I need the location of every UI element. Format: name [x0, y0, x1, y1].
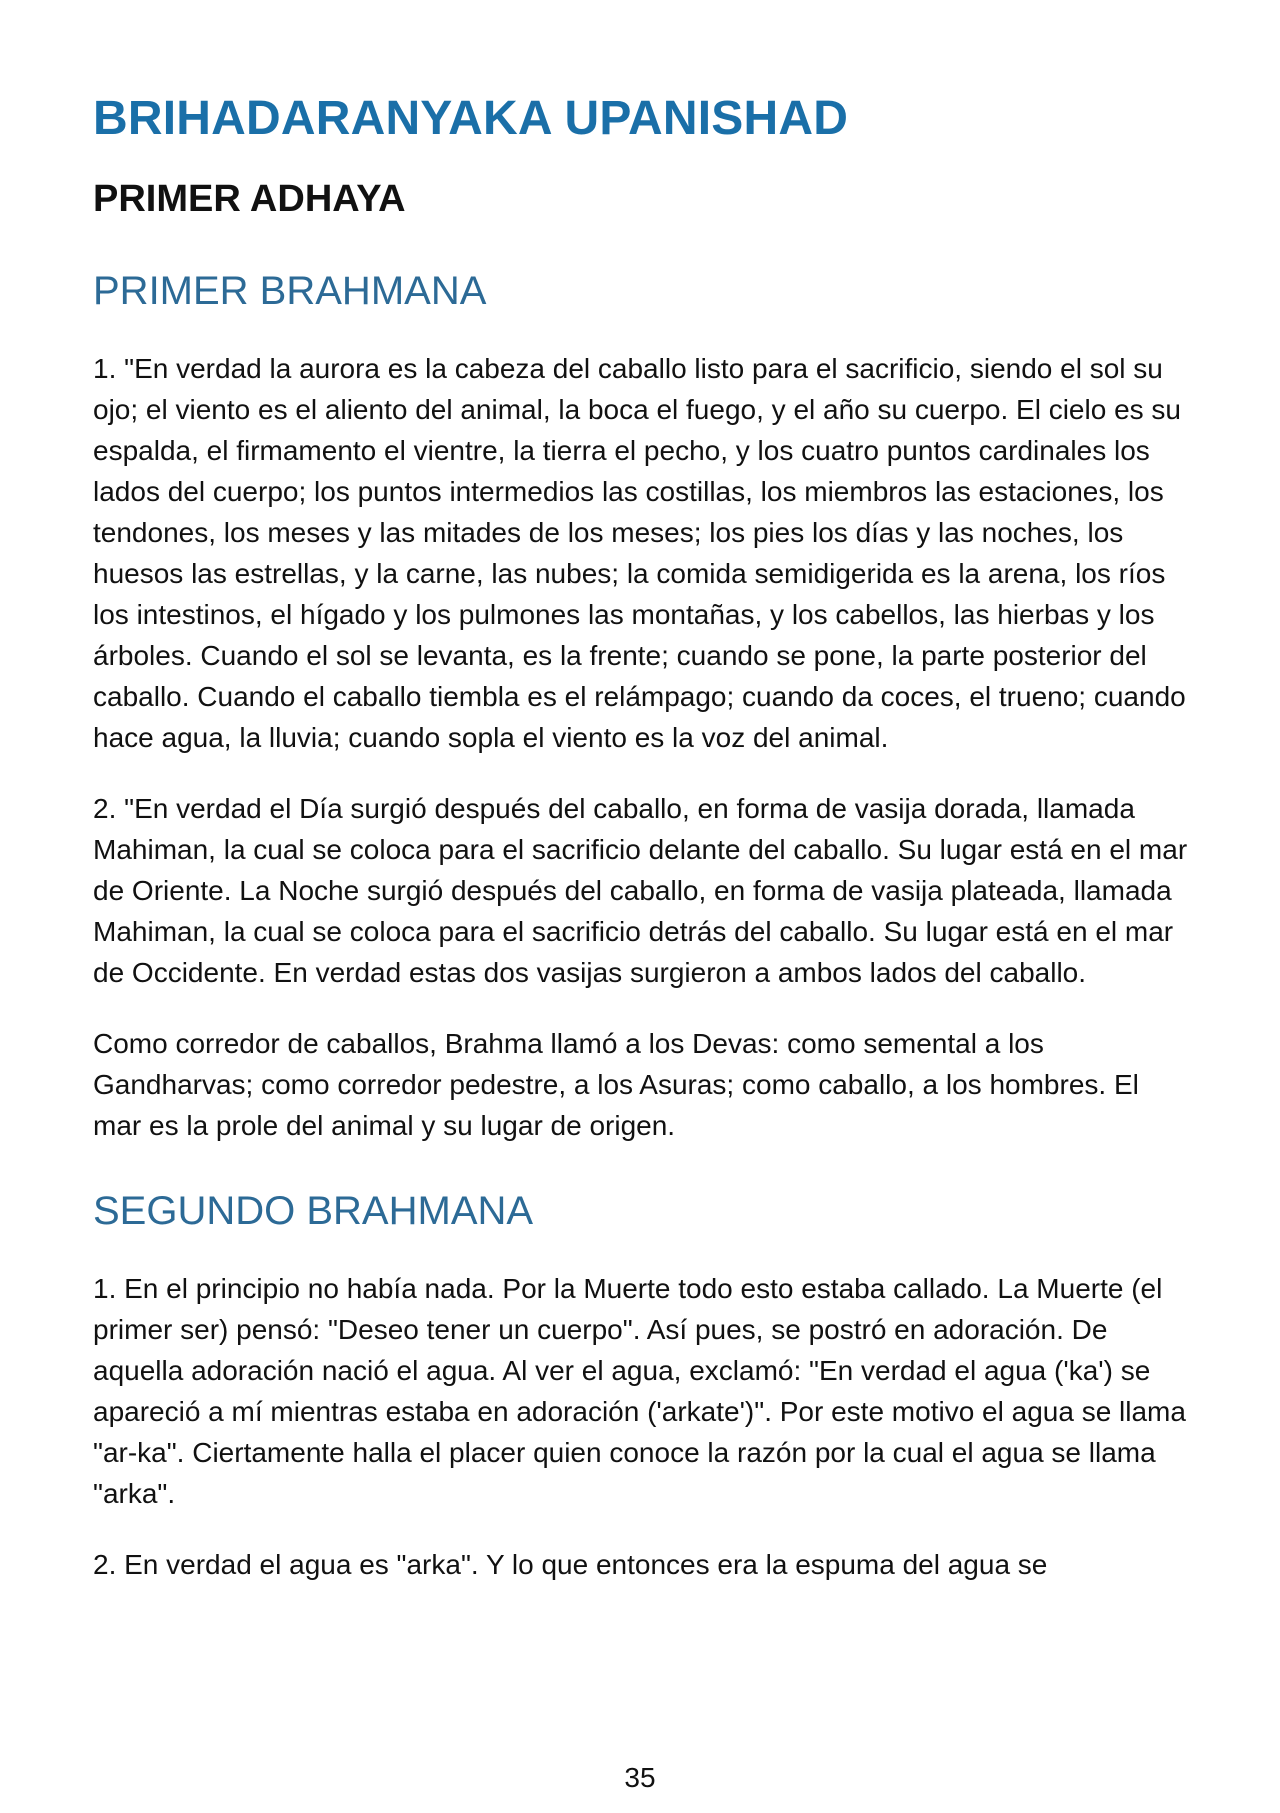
paragraph: 1. En el principio no había nada. Por la Muerte todo esto estaba callado. La Muerte (el primer ser) pensó: "Deseo tener un cuerpo". Así pues, se postró en adoración. De aquella adoración nació el agua. Al ver el agua, exclamó: "En verdad el agua ('ka') se apareció a mí mientras estaba en adoración ('arkate')". Por este motivo el agua se llama "ar-ka". Ciertamente halla el placer quien conoce la razón por la cual el agua se llama "arka". [93, 1273, 1186, 1509]
paragraph: 1. "En verdad la aurora es la cabeza del caballo listo para el sacrificio, siendo el sol su ojo; el viento es el aliento del animal, la boca el fuego, y el año su cuerpo. El cielo es su espalda, el firmamento el vientre, la tierra el pecho, y los cuatro puntos cardinales los lados del cuerpo; los puntos intermedios las costillas, los miembros las estaciones, los tendones, los meses y las mitades de los meses; los pies los días y las noches, los huesos las estrellas, y la carne, las nubes; la comida semidigerida es la arena, los ríos los intestinos, el hígado y los pulmones las montañas, y los cabellos, las hierbas y los árboles. Cuando el sol se levanta, es la frente; cuando se pone, la parte posterior del caballo. Cuando el caballo tiembla es el relámpago; cuando da coces, el trueno; cuando hace agua, la lluvia; cuando sopla el viento es la voz del animal. [93, 353, 1186, 753]
document-page [93, 86, 1193, 1585]
section-title-segundo-brahmana: SEGUNDO BRAHMANA [93, 1189, 534, 1233]
section-title-primer-brahmana: PRIMER BRAHMANA [93, 269, 487, 313]
paragraph: 2. "En verdad el Día surgió después del caballo, en forma de vasija dorada, llamada Mahiman, la cual se coloca para el sacrificio delante del caballo. Su lugar está en el mar de Oriente. La Noche surgió después del caballo, en forma de vasija plateada, llamada Mahiman, la cual se coloca para el sacrificio detrás del caballo. Su lugar está en el mar de Occidente. En verdad estas dos vasijas surgieron a ambos lados del caballo. [93, 793, 1188, 988]
paragraph: Como corredor de caballos, Brahma llamó a los Devas: como semental a los Gandharvas; como corredor pedestre, a los Asuras; como caballo, a los hombres. El mar es la prole del animal y su lugar de origen. [93, 1028, 1139, 1141]
page-number: 35 [624, 1762, 656, 1793]
paragraph: 2. En verdad el agua es "arka". Y lo que entonces era la espuma del agua se [93, 1549, 1048, 1580]
book-title: BRIHADARANYAKA UPANISHAD [93, 92, 849, 145]
chapter-title: PRIMER ADHAYA [93, 178, 406, 220]
